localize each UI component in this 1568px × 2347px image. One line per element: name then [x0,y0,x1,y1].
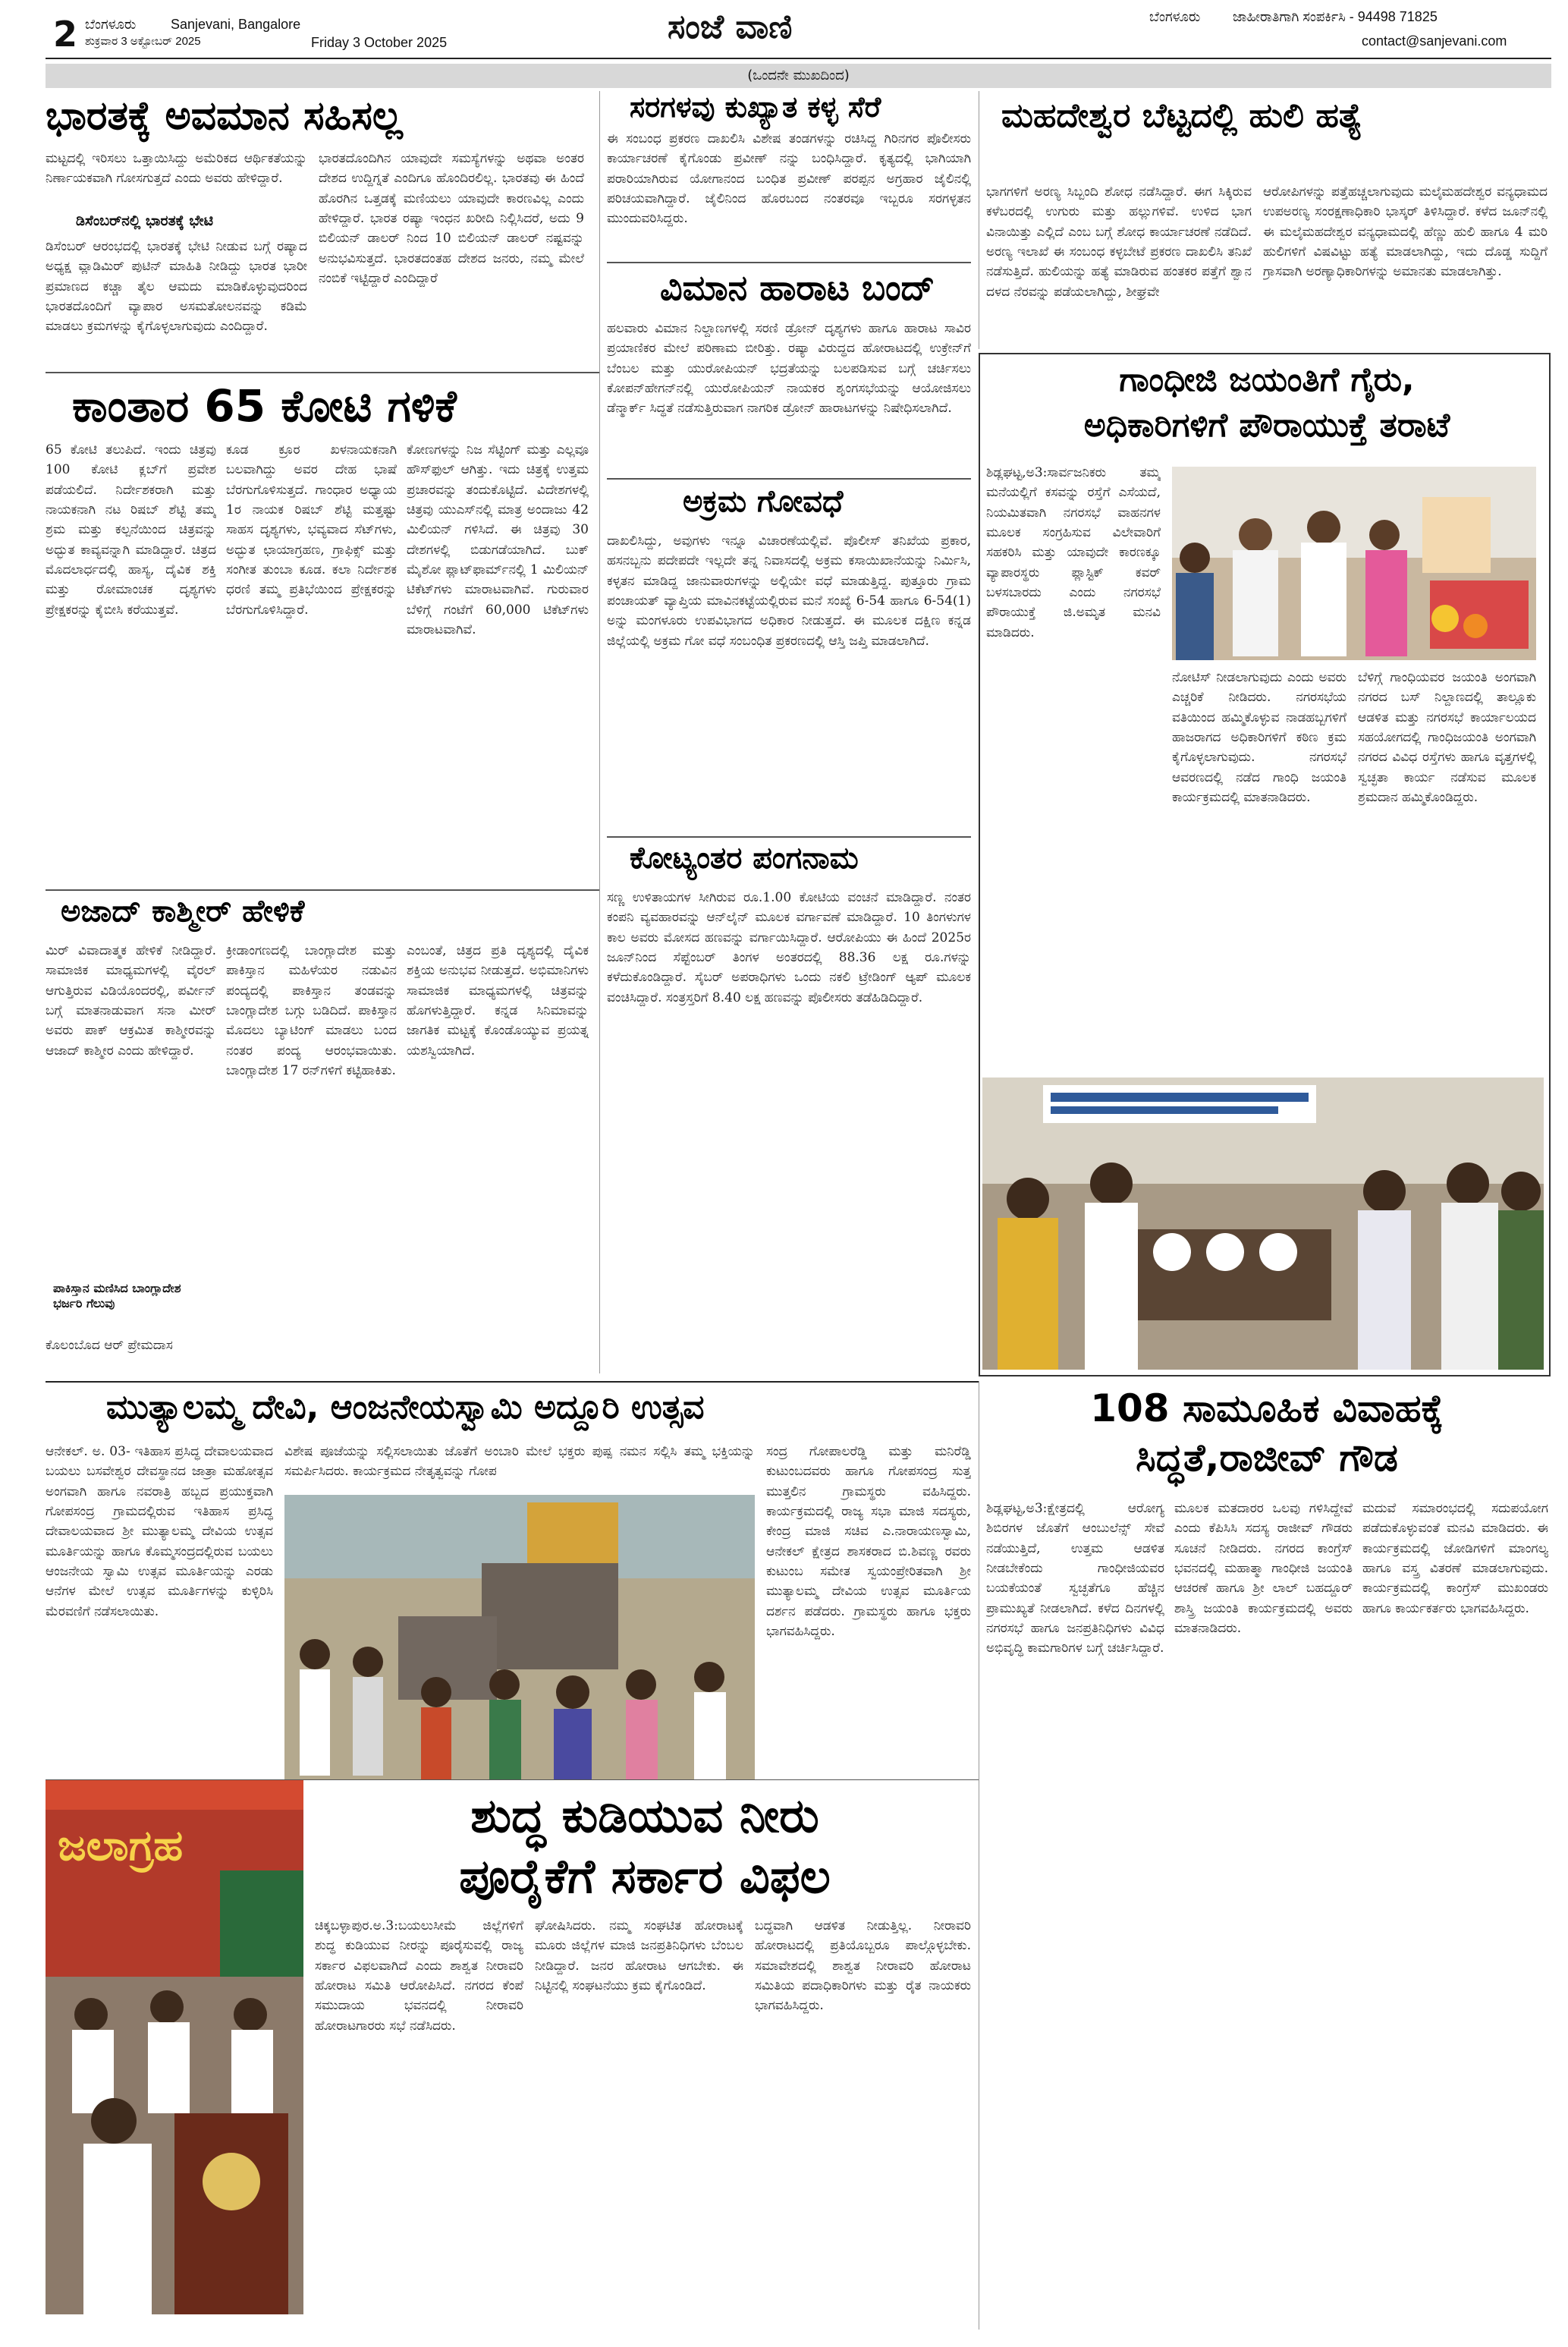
ajad-col2: ಕ್ರೀಡಾಂಗಣದಲ್ಲಿ ಬಾಂಗ್ಲಾದೇಶ ಮತ್ತು ಪಾಕಿಸ್ತಾನ ಮಹಿಳೆಯರ ನಡುವಿನ ಪಂದ್ಯದಲ್ಲಿ ಪಾಕಿಸ್ತಾನ ತಂಡವನ್ನು ಬಾಂಗ್ಲಾದೇಶ ಬಗ್ಗು ಬಡಿದಿದೆ. ಪಾಕಿಸ್ತಾನ ಮೊದಲು ಬ್ಯಾಟಿಂಗ್ ಮಾಡಲು ಬಂದ ನಂತರ ಪಂದ್ಯ ಆರಂಭವಾಯಿತು. ಬಾಂಗ್ಲಾದೇಶ 17 ರನ್‌ಗಳಿಗೆ ಕಟ್ಟಿಹಾಕಿತು. [226,943,397,1079]
headline-shuddha-2: ಪೂರೈಕೆಗೆ ಸರ್ಕಾರ ವಿಫಲ [459,1848,831,1904]
kantara-col2: ಕೂಡ ಕ್ರೂರ ಖಳನಾಯಕನಾಗಿ ಬಲವಾಗಿದ್ದು ಅವರ ದೇಹ ಭಾಷೆ ಬೆರಗುಗೊಳಿಸುತ್ತದೆ. ಗಾಂಧಾರ ಅಧ್ಯಾಯ 1ರ ನಾಯಕ ರಿಷಬ್ ಶೆಟ್ಟಿ ಮತ್ತಷ್ಟು ಸಾಹಸ ದೃಶ್ಯಗಳು, ಭವ್ಯವಾದ ಸೆಟ್‌ಗಳು, ಅದ್ಭುತ ಛಾಯಾಗ್ರಹಣ, ಗ್ರಾಫಿಕ್ಸ್ ಮತ್ತು ಸಂಗೀತ ತುಂಬಾ ಕೂಡ. ಕಲಾ ನಿರ್ದೇಶಕ ಧರಣಿ ತಮ್ಮ ಪ್ರತಿಭೆಯಿಂದ ಪ್ರೇಕ್ಷಕರನ್ನು ಬೆರಗುಗೊಳಿಸಿದ್ದಾರೆ. [226,442,397,618]
headline-vivaha-1: 108 ಸಾಮೂಹಿಕ ವಿವಾಹಕ್ಕೆ [1090,1386,1444,1430]
vivaha-col1: ಶಿಡ್ಲಘಟ್ಟ,ಅ3:ಕ್ಷೇತ್ರದಲ್ಲಿ ಆರೋಗ್ಯ ಶಿಬಿರಗಳ ಜೊತೆಗೆ ಆಂಬುಲೆನ್ಸ್ ಸೇವೆ ನಡೆಯುತ್ತಿದೆ, ಉತ್ತಮ ಆಡಳಿತ ನೀಡಬೇಕೆಂದು ಗಾಂಧೀಜಿಯವರ ಬಯಕೆಯಂತೆ ಸ್ವಚ್ಛತೆಗೂ ಹೆಚ್ಚಿನ ಪ್ರಾಮುಖ್ಯತೆ ನೀಡಲಾಗಿದೆ. ಕಳೆದ ದಿನಗಳಲ್ಲಿ ನಗರಸಭೆ ಹಾಗೂ ಜನಪ್ರತಿನಿಧಿಗಳು ವಿವಿಧ ಅಭಿವೃದ್ಧಿ ಕಾಮಗಾರಿಗಳ ಬಗ್ಗೆ ಚರ್ಚಿಸಿದ್ದಾರೆ. [986,1501,1164,1656]
mutyalamma-col3: ಸಂದ್ರ ಗೋಪಾಲರೆಡ್ಡಿ ಮತ್ತು ಮನಿರೆಡ್ಡಿ ಕುಟುಂಬದವರು ಹಾಗೂ ಗೋಪಸಂದ್ರ ಸುತ್ತ ಮುತ್ತಲಿನ ಗ್ರಾಮಸ್ಥರು ವಹಿಸಿದ್ದರು. ಕಾರ್ಯಕ್ರಮದಲ್ಲಿ ರಾಜ್ಯ ಸಭಾ ಮಾಜಿ ಸದಸ್ಯರು, ಕೇಂದ್ರ ಮಾಜಿ ಸಚಿವ ಎ.ನಾರಾಯಣಸ್ವಾಮಿ, ಆನೇಕಲ್ ಕ್ಷೇತ್ರದ ಶಾಸಕರಾದ ಬಿ.ಶಿವಣ್ಣ ರವರು ಕುಟುಂಬ ಸಮೇತ ಸ್ವಯಂಪ್ರೇರಿತವಾಗಿ ಶ್ರೀ ಮುತ್ಯಾಲಮ್ಮ ದೇವಿಯ ಉತ್ಸವ ಮೂರ್ತಿಯ ದರ್ಶನ ಪಡೆದರು. ಗ್ರಾಮಸ್ಥರು ಹಾಗೂ ಭಕ್ತರು ಭಾಗವಹಿಸಿದ್ದರು. [766,1444,971,1640]
continued-label: (ಒಂದನೇ ಮುಖದಿಂದ) [46,64,1551,88]
gandhiji-event-photo [982,1078,1544,1370]
headline-sarakalavu: ಸರಗಳವು ಕುಖ್ಯಾತ ಕಳ್ಳ ಸೆರೆ [630,90,881,124]
gandhiji-col1: ಶಿಡ್ಲಘಟ್ಟ,ಅ3:ಸಾರ್ವಜನಿಕರು ತಮ್ಮ ಮನೆಯಲ್ಲಿಗೆ ಕಸವನ್ನು ರಸ್ತೆಗೆ ಎಸೆಯದೆ, ನಿಯಮಿತವಾಗಿ ನಗರಸಭೆ ವಾಹನಗಳ ಮೂಲಕ ಸಂಗ್ರಹಿಸುವ ವಿಲೇವಾರಿಗೆ ಸಹಕರಿಸಿ ಮತ್ತು ಯಾವುದೇ ಕಾರಣಕ್ಕೂ ವ್ಯಾಪಾರಸ್ಥರು ಪ್ಲಾಸ್ಟಿಕ್ ಕವರ್ ಬಳಸಬಾರದು ಎಂದು ನಗರಸಭೆ ಪೌರಾಯುಕ್ತೆ ಜಿ.ಅಮೃತ ಮನವಿ ಮಾಡಿದರು. [986,465,1161,640]
bharata-col2: ಭಾರತದೊಂದಿಗಿನ ಯಾವುದೇ ಸಮಸ್ಯೆಗಳನ್ನು ಅಥವಾ ಅಂತರ ದೇಶದ ಉದ್ದಿಗ್ನತೆ ಎಂದಿಗೂ ಹೊಂದಿರಲಿಲ್ಲ. ಭಾರತವು ಈ ಹಿಂದೆ ಹೊರಗಿನ ಒತ್ತಡಕ್ಕೆ ಮಣಿಯಲು ಯಾವುದೇ ಕಾರಣವಿಲ್ಲ ಎಂದು ಹೇಳಿದ್ದಾರೆ. ಭಾರತ ರಷ್ಯಾ ಇಂಧನ ಖರೀದಿ ನಿಲ್ಲಿಸಿದರೆ, ಅದು 9 ಬಿಲಿಯನ್ ಡಾಲರ್ ನಿಂದ 10 ಬಿಲಿಯನ್ ಡಾಲರ್ ನಷ್ಟವನ್ನು ಅನುಭವಿಸುತ್ತದೆ. ಭಾರತದಂತಹ ದೇಶದ ಜನರು, ನಮ್ಮ ಮೇಲೆ ನಂಬಿಕೆ ಇಟ್ಟಿದ್ದಾರೆ ಎಂದಿದ್ದಾರೆ [319,151,584,287]
headline-gandhiji-1: ಗಾಂಧೀಜಿ ಜಯಂತಿಗೆ ಗೈರು, [1119,360,1415,399]
bharata-sub: ಡಿಸೆಂಬರ್‌ನಲ್ಲಿ ಭಾರತಕ್ಕೆ ಭೇಟಿ [76,212,213,229]
header-date-en: Friday 3 October 2025 [311,35,448,50]
vimana-body: ಹಲವಾರು ವಿಮಾನ ನಿಲ್ದಾಣಗಳಲ್ಲಿ ಸರಣಿ ಡ್ರೋನ್ ದೃಶ್ಯಗಳು ಹಾಗೂ ಹಾರಾಟ ಸಾವಿರ ಪ್ರಯಾಣಿಕರ ಮೇಲೆ ಪರಿಣಾಮ ಬೀರಿತ್ತು. ರಷ್ಯಾ ವಿರುದ್ಧದ ಹೋರಾಟದಲ್ಲಿ ಉಕ್ರೇನ್‌ಗೆ ಬೆಂಬಲ ಮತ್ತು ಯುರೋಪಿಯನ್ ಭದ್ರತೆಯನ್ನು ಬಲಪಡಿಸುವ ಬಗ್ಗೆ ಚರ್ಚಿಸಲು ಕೋಪನ್‌ಹೇಗನ್‌ನಲ್ಲಿ ಯುರೋಪಿಯನ್ ನಾಯಕರ ಶೃಂಗಸಭೆಯನ್ನು ಆಯೋಜಿಸಲು ಡೆನ್ಮಾರ್ಕ್ ಸಿದ್ಧತೆ ನಡೆಸುತ್ತಿರುವಾಗ ನಾಗರಿಕ ಡ್ರೋನ್ ಹಾರಾಟಗಳನ್ನು ನಿಷೇಧಿಸಲಾಗಿದೆ. [607,321,971,417]
jalagraha-banner: ಜಲಾಗ್ರಹ [58,1821,184,1870]
mahadeshwara-col2: ಆರೋಪಿಗಳನ್ನು ಪತ್ತೆಹಚ್ಚಲಾಗುವುದು ಮಲೈಮಹದೇಶ್ವರ ವನ್ಯಧಾಮದ ಉಪಅರಣ್ಯ ಸಂರಕ್ಷಣಾಧಿಕಾರಿ ಭಾಸ್ಕರ್ ತಿಳಿಸಿದ್ದಾರೆ. ಕಳೆದ ಜೂನ್‌ನಲ್ಲಿ ಈ ಮಲೈಮಹದೇಶ್ವರ ವನ್ಯಧಾಮದಲ್ಲಿ ಹೆಣ್ಣು ಹುಲಿ ಹಾಗೂ 4 ಮರಿ ಹುಲಿಗಳಿಗೆ ವಿಷವಿಟ್ಟು ಹತ್ಯೆ ಮಾಡಲಾಗಿದ್ದು, ಇದು ದೊಡ್ಡ ಸುದ್ದಿಗೆ ಗ್ರಾಸವಾಗಿ ಅರಣ್ಯಾಧಿಕಾರಿಗಳನ್ನು ಅಮಾನತು ಮಾಡಲಾಗಿತ್ತು. [1263,184,1548,280]
headline-kantara: ಕಾಂತಾರ 65 ಕೋಟಿ ಗಳಿಕೆ [72,380,457,432]
headline-mahadeshwara: ಮಹದೇಶ್ವರ ಬೆಟ್ಟದಲ್ಲಿ ಹುಲಿ ಹತ್ಯೆ [1001,96,1362,135]
akrama-body: ದಾಖಲಿಸಿದ್ದು, ಅವುಗಳು ಇನ್ನೂ ವಿಚಾರಣೆಯಲ್ಲಿವೆ. ಪೊಲೀಸ್ ತನಿಖೆಯ ಪ್ರಕಾರ, ಹಸನಬ್ಬನು ಪದೇಪದೇ ಇಲ್ಲದೇ ತನ್ನ ನಿವಾಸದಲ್ಲಿ ಅಕ್ರಮ ಕಸಾಯಿಖಾನೆಯನ್ನು ನಿರ್ಮಿಸಿ, ಕಳ್ಳತನ ಮಾಡಿದ್ದ ಜಾನುವಾರುಗಳನ್ನು ಅಲ್ಲಿಯೇ ವಧೆ ಮಾಡುತ್ತಿದ್ದ. ಪುತ್ತೂರು ಗ್ರಾಮ ಪಂಚಾಯತ್ ವ್ಯಾಪ್ತಿಯ ಮಾವಿನಕಟ್ಟೆಯಲ್ಲಿರುವ ಮನೆ ಸಂಖ್ಯೆ 6-54 ಹಾಗೂ 6-54(1) ಅನ್ನು ಮಂಗಳೂರು ಉಪವಿಭಾಗದ ಅಧಿಕಾರ ನೀಡುತ್ತದೆ. ಈ ಮೂಲಕ ದಕ್ಷಿಣ ಕನ್ನಡ ಜಿಲ್ಲೆಯಲ್ಲಿ ಅಕ್ರಮ ಗೋ ವಧೆ ಸಂಬಂಧಿತ ಪ್ರಕರಣದಲ್ಲಿ ಆಸ್ತಿ ಜಪ್ತಿ ಮಾಡಲಾಗಿದೆ. [607,533,971,649]
header-city: ಬೆಂಗಳೂರು [85,17,137,32]
jalagraha-photo [46,1779,303,2314]
shuddha-col3: ಬದ್ಧವಾಗಿ ಆಡಳಿತ ನೀಡುತ್ತಿಲ್ಲ. ನೀರಾವರಿ ಹೋರಾಟದಲ್ಲಿ ಪ್ರತಿಯೊಬ್ಬರೂ ಪಾಲ್ಗೊಳ್ಳಬೇಕು. ಸಮಾವೇಶದಲ್ಲಿ ಶಾಶ್ವತ ನೀರಾವರಿ ಹೋರಾಟ ಸಮಿತಿಯ ಪದಾಧಿಕಾರಿಗಳು ಮತ್ತು ರೈತ ನಾಯಕರು ಭಾಗವಹಿಸಿದ್ದರು. [755,1918,971,2014]
headline-kotyantara: ಕೋಟ್ಯಂತರ ಪಂಗನಾಮ [630,841,859,876]
kantara-col3: ಕೋಣಗಳನ್ನು ನಿಜ ಸೆಟ್ಟಿಂಗ್ ಮತ್ತು ಎಲ್ಲವೂ ಹೌಸ್‌ಫುಲ್ ಆಗಿತ್ತು. ಇದು ಚಿತ್ರಕ್ಕೆ ಉತ್ತಮ ಪ್ರಚಾರವನ್ನು ತಂದುಕೊಟ್ಟಿದೆ. ವಿದೇಶಗಳಲ್ಲಿ ಚಿತ್ರವು ಯುಎಸ್‌ನಲ್ಲಿ ಮಾತ್ರ ಅಂದಾಜು 42 ಮಿಲಿಯನ್ ಗಳಿಸಿದೆ. ಈ ಚಿತ್ರವು 30 ದೇಶಗಳಲ್ಲಿ ಬಿಡುಗಡೆಯಾಗಿದೆ. ಬುಕ್ ಮೈಶೋ ಪ್ಲಾಟ್‌ಫಾರ್ಮ್‌ನಲ್ಲಿ 1 ಮಿಲಿಯನ್ ಟಿಕೆಟ್‌ಗಳು ಮಾರಾಟವಾಗಿವೆ. ಗುರುವಾರ ಬೆಳಿಗ್ಗೆ ಗಂಟೆಗೆ 60,000 ಟಿಕೆಟ್‌ಗಳು ಮಾರಾಟವಾಗಿವೆ. [407,442,589,638]
sarakalavu-body: ಈ ಸಂಬಂಧ ಪ್ರಕರಣ ದಾಖಲಿಸಿ ವಿಶೇಷ ತಂಡಗಳನ್ನು ರಚಿಸಿದ್ದ ಗಿರಿನಗರ ಪೊಲೀಸರು ಕಾರ್ಯಾಚರಣೆ ಕೈಗೊಂಡು ಪ್ರವೀಣ್ ನನ್ನು ಬಂಧಿಸಿದ್ದಾರೆ. ಕೃತ್ಯದಲ್ಲಿ ಭಾಗಿಯಾಗಿ ಪರಾರಿಯಾಗಿರುವ ಯೋಗಾನಂದ ಬಂಧಿತ ಪ್ರವೀಣ್ ಪರಪ್ಪನ ಅಗ್ರಹಾರ ಜೈಲಿನಲ್ಲಿ ಪರಿಚಯವಾಗಿದ್ದಾರೆ. ಜೈಲಿನಿಂದ ಹೊರಬಂದ ನಂತರವೂ ಇಬ್ಬರೂ ಸರಗಳ್ಳತನ ಮುಂದುವರಿಸಿದ್ದರು. [607,131,971,227]
headline-ajad: ಅಜಾದ್ ಕಾಶ್ಮೀರ್ ಹೇಳಿಕೆ [61,894,305,929]
mutyalamma-col1: ಆನೇಕಲ್. ಅ. 03- ಇತಿಹಾಸ ಪ್ರಸಿದ್ಧ ದೇವಾಲಯವಾದ ಬಯಲು ಬಸವೇಶ್ವರ ದೇವಸ್ಥಾನದ ಜಾತ್ರಾ ಮಹೋತ್ಸವ ಅಂಗವಾಗಿ ಹಾಗೂ ನವರಾತ್ರಿ ಹಬ್ಬದ ಪ್ರಯುಕ್ತವಾಗಿ ಗೋಪಸಂದ್ರ ಗ್ರಾಮದಲ್ಲಿರುವ ಇತಿಹಾಸ ಪ್ರಸಿದ್ಧ ದೇವಾಲಯವಾದ ಶ್ರೀ ಮುತ್ಯಾಲಮ್ಮ ದೇವಿಯ ಉತ್ಸವ ಮೂರ್ತಿಯನ್ನು ಹಾಗೂ ಕೊಮ್ಮಸಂದ್ರದಲ್ಲಿರುವ ಬಯಲು ಆಂಜನೇಯ ಸ್ವಾಮಿ ಉತ್ಸವ ಮೂರ್ತಿಯನ್ನು ಎರಡು ಆನೆಗಳ ಮೇಲೆ ಉತ್ಸವ ಮೂರ್ತಿಗಳನ್ನು ಕುಳ್ಳಿರಿಸಿ ಮೆರವಣಿಗೆ ನಡೆಸಲಾಯಿತು. [46,1444,273,1619]
kotyantara-body: ಸಣ್ಣ ಉಳಿತಾಯಗಳ ಸೀಗಿರುವ ರೂ.1.00 ಕೋಟಿಯ ವಂಚನೆ ಮಾಡಿದ್ದಾರೆ. ನಂತರ ಕಂಪನಿ ವ್ಯವಹಾರವನ್ನು ಆನ್‌ಲೈನ್ ಮೂಲಕ ವರ್ಗಾವಣೆ ಮಾಡಿದ್ದಾರೆ. 10 ತಿಂಗಳುಗಳ ಕಾಲ ಅವರು ಮೋಸದ ಹಣವನ್ನು ವರ್ಗಾಯಿಸಿದ್ದಾರೆ. ಆರೋಪಿಯು ಈ ಹಿಂದೆ 2025ರ ಜೂನ್‌ನಿಂದ ಸೆಪ್ಟೆಂಬರ್ ತಿಂಗಳ ಅಂತರದಲ್ಲಿ 88.36 ಲಕ್ಷ ರೂ.ಗಳನ್ನು ಕಳೆದುಕೊಂಡಿದ್ದಾರೆ. ಸೈಬರ್ ಅಪರಾಧಿಗಳು ಒಂದು ನಕಲಿ ಟ್ರೇಡಿಂಗ್ ಆ್ಯಪ್ ಮೂಲಕ ವಂಚಿಸಿದ್ದಾರೆ. ಸಂತ್ರಸ್ತರಿಗೆ 8.40 ಲಕ್ಷ ಹಣವನ್ನು ಪೊಲೀಸರು ತಡೆಹಿಡಿದಿದ್ದಾರೆ. [607,890,971,1005]
ajad-col1: ಮಿರ್ ವಿವಾದಾತ್ಮಕ ಹೇಳಿಕೆ ನೀಡಿದ್ದಾರೆ. ಸಾಮಾಜಿಕ ಮಾಧ್ಯಮಗಳಲ್ಲಿ ವೈರಲ್ ಆಗುತ್ತಿರುವ ವಿಡಿಯೊಂದರಲ್ಲಿ, ಪರ್ವೀನ್ ಬಗ್ಗೆ ಮಾತನಾಡುವಾಗ ಸನಾ ಮೀರ್ ಅವರು ಪಾಕ್ ಆಕ್ರಮಿತ ಕಾಶ್ಮೀರವನ್ನು ಆಜಾದ್ ಕಾಶ್ಮೀರ ಎಂದು ಹೇಳಿದ್ದಾರೆ. [46,943,216,1059]
ajad-col1b: ಕೊಲಂಬೊದ ಆರ್ ಪ್ರೇಮದಾಸ [46,1338,173,1353]
bharata-col1b: ಡಿಸೆಂಬರ್ ಆರಂಭದಲ್ಲಿ ಭಾರತಕ್ಕೆ ಭೇಟಿ ನೀಡುವ ಬಗ್ಗೆ ರಷ್ಯಾದ ಅಧ್ಯಕ್ಷ ವ್ಲಾಡಿಮಿರ್ ಪುಟಿನ್ ಮಾಹಿತಿ ನೀಡಿದ್ದು ಭಾರತ ಭಾರೀ ಪ್ರಮಾಣದ ಕಚ್ಚಾ ತೈಲ ಆಮದು ಮಾಡಿಕೊಳ್ಳುವುದರಿಂದ ಭಾರತದೊಂದಿಗೆ ವ್ಯಾಪಾರ ಅಸಮತೋಲನವನ್ನು ಕಡಿಮೆ ಮಾಡಲು ಕ್ರಮಗಳನ್ನು ಕೈಗೊಳ್ಳಲಾಗುವುದು ಎಂದಿದ್ದಾರೆ. [46,239,307,335]
masthead: ಸಂಜೆ ವಾಣಿ [668,8,793,46]
ad-contact: ಜಾಹೀರಾತಿಗಾಗಿ ಸಂಪರ್ಕಿಸಿ - 94498 71825 [1233,9,1438,24]
mutyalamma-col2: ವಿಶೇಷ ಪೂಜೆಯನ್ನು ಸಲ್ಲಿಸಲಾಯಿತು ಜೊತೆಗೆ ಅಂಬಾರಿ ಮೇಲೆ ಭಕ್ತರು ಪುಷ್ಪ ನಮನ ಸಲ್ಲಿಸಿ ತಮ್ಮ ಭಕ್ತಿಯನ್ನು ಸಮರ್ಪಿಸಿದರು. ಕಾರ್ಯಕ್ರಮದ ನೇತೃತ್ವವನ್ನು ಗೋಪ [284,1444,755,1480]
contact-email[interactable]: contact@sanjevani.com [1362,33,1507,49]
header-date-kn: ಶುಕ್ರವಾರ 3 ಅಕ್ಟೋಬರ್ 2025 [85,35,201,48]
headline-gandhiji-2: ಅಧಿಕಾರಿಗಳಿಗೆ ಪೌರಾಯುಕ್ತೆ ತರಾಟೆ [1083,406,1450,445]
header-right-city: ಬೆಂಗಳೂರು [1149,9,1201,24]
header-paper-city: Sanjevani, Bangalore [171,17,301,32]
shuddha-col2: ಘೋಷಿಸಿದರು. ನಮ್ಮ ಸಂಘಟಿತ ಹೋರಾಟಕ್ಕೆ ಮೂರು ಜಿಲ್ಲೆಗಳ ಮಾಜಿ ಜನಪ್ರತಿನಿಧಿಗಳು ಬೆಂಬಲ ನೀಡಿದ್ದಾರೆ. ಜನರ ಹೋರಾಟ ಆಗಬೇಕು. ಈ ನಿಟ್ಟಿನಲ್ಲಿ ಸಂಘಟನೆಯು ಕ್ರಮ ಕೈಗೊಂಡಿದೆ. [535,1918,743,1994]
ajad-col3: ಎಂಬಂತೆ, ಚಿತ್ರದ ಪ್ರತಿ ದೃಶ್ಯದಲ್ಲಿ ದೈವಿಕ ಶಕ್ತಿಯ ಅನುಭವ ನೀಡುತ್ತದೆ. ಅಭಿಮಾನಿಗಳು ಸಾಮಾಜಿಕ ಮಾಧ್ಯಮಗಳಲ್ಲಿ ಚಿತ್ರವನ್ನು ಹೊಗಳುತ್ತಿದ್ದಾರೆ. ಕನ್ನಡ ಸಿನಿಮಾವನ್ನು ಜಾಗತಿಕ ಮಟ್ಟಕ್ಕೆ ಕೊಂಡೊಯ್ಯುವ ಪ್ರಯತ್ನ ಯಶಸ್ವಿಯಾಗಿದೆ. [407,943,589,1059]
headline-bharata: ಭಾರತಕ್ಕೆ ಅವಮಾನ ಸಹಿಸಲ್ಲ [46,93,403,139]
headline-mutyalamma: ಮುತ್ಯಾಲಮ್ಮ ದೇವಿ, ಆಂಜನೇಯಸ್ವಾಮಿ ಅದ್ದೂರಿ ಉತ್ಸವ [106,1388,705,1427]
gandhiji-photo [1172,467,1536,660]
headline-vivaha-2: ಸಿದ್ಧತೆ,ರಾಜೀವ್ ಗೌಡ [1136,1436,1398,1480]
gandhiji-col2: ನೋಟಿಸ್ ನೀಡಲಾಗುವುದು ಎಂದು ಅವರು ಎಚ್ಚರಿಕೆ ನೀಡಿದರು. ನಗರಸಭೆಯ ವತಿಯಿಂದ ಹಮ್ಮಿಕೊಳ್ಳುವ ನಾಡಹಬ್ಬಗಳಿಗೆ ಹಾಜರಾಗದ ಅಧಿಕಾರಿಗಳಿಗೆ ಕಠಿಣ ಕ್ರಮ ಕೈಗೊಳ್ಳಲಾಗುವುದು. ನಗರಸಭೆ ಆವರಣದಲ್ಲಿ ನಡೆದ ಗಾಂಧಿ ಜಯಂತಿ ಕಾರ್ಯಕ್ರಮದಲ್ಲಿ ಮಾತನಾಡಿದರು. [1172,670,1346,806]
page-number: 2 [53,14,78,55]
ajad-sub: ಪಾಕಿಸ್ತಾನ ಮಣಿಸಿದ ಬಾಂಗ್ಲಾದೇಶ ಭರ್ಜರಿ ಗೆಲುವು [53,1281,181,1310]
headline-shuddha-1: ಶುದ್ಧ ಕುಡಿಯುವ ನೀರು [470,1788,819,1843]
mutyalamma-photo [284,1495,755,1779]
headline-akrama: ಅಕ್ರಮ ಗೋವಧೆ [683,484,844,519]
bharata-col1: ಮಟ್ಟದಲ್ಲಿ ಇರಿಸಲು ಒತ್ತಾಯಿಸಿದ್ದು ಅಮೆರಿಕದ ಆರ್ಥಿಕತೆಯನ್ನು ನಿರ್ಣಾಯಕವಾಗಿ ಗೋಸಗುತ್ತದೆ ಎಂದು ಅವರು ಹೇಳಿದ್ದಾರೆ. [46,151,307,187]
vivaha-col3: ಮದುವೆ ಸಮಾರಂಭದಲ್ಲಿ ಸದುಪಯೋಗ ಪಡೆದುಕೊಳ್ಳುವಂತೆ ಮನವಿ ಮಾಡಿದರು. ಈ ಕಾರ್ಯಕ್ರಮದಲ್ಲಿ ಜೋಡಿಗಳಿಗೆ ಮಾಂಗಲ್ಯ ಹಾಗೂ ವಸ್ತ್ರ ವಿತರಣೆ ಮಾಡಲಾಗುವುದು. ಕಾರ್ಯಕ್ರಮದಲ್ಲಿ ಕಾಂಗ್ರೆಸ್ ಮುಖಂಡರು ಹಾಗೂ ಕಾರ್ಯಕರ್ತರು ಭಾಗವಹಿಸಿದ್ದರು. [1362,1501,1548,1616]
shuddha-col1: ಚಿಕ್ಕಬಳ್ಳಾಪುರ.ಅ.3:ಬಯಲುಸೀಮೆ ಜಿಲ್ಲೆಗಳಿಗೆ ಶುದ್ಧ ಕುಡಿಯುವ ನೀರನ್ನು ಪೂರೈಸುವಲ್ಲಿ ರಾಜ್ಯ ಸರ್ಕಾರ ವಿಫಲವಾಗಿದೆ ಎಂದು ಶಾಶ್ವತ ನೀರಾವರಿ ಹೋರಾಟ ಸಮಿತಿ ಆರೋಪಿಸಿದೆ. ನಗರದ ಕೆಂಪೆ ಸಮುದಾಯ ಭವನದಲ್ಲಿ ನೀರಾವರಿ ಹೋರಾಟಗಾರರು ಸಭೆ ನಡೆಸಿದರು. [315,1918,523,2034]
vivaha-col2: ಮೂಲಕ ಮತದಾರರ ಒಲವು ಗಳಿಸಿದ್ದೇವೆ ಎಂದು ಕೆಪಿಸಿಸಿ ಸದಸ್ಯ ರಾಜೀವ್ ಗೌಡರು ಸೂಚನೆ ನೀಡಿದರು. ನಗರದ ಕಾಂಗ್ರೆಸ್ ಭವನದಲ್ಲಿ ಮಹಾತ್ಮಾ ಗಾಂಧೀಜಿ ಜಯಂತಿ ಆಚರಣೆ ಹಾಗೂ ಶ್ರೀ ಲಾಲ್ ಬಹದ್ದೂರ್ ಶಾಸ್ತ್ರಿ ಜಯಂತಿ ಕಾರ್ಯಕ್ರಮದಲ್ಲಿ ಅವರು ಮಾತನಾಡಿದರು. [1174,1501,1353,1637]
gandhiji-col3: ಬೆಳಿಗ್ಗೆ ಗಾಂಧಿಯವರ ಜಯಂತಿ ಅಂಗವಾಗಿ ನಗರದ ಬಸ್ ನಿಲ್ದಾಣದಲ್ಲಿ ತಾಲ್ಲೂಕು ಆಡಳಿತ ಮತ್ತು ನಗರಸಭೆ ಕಾರ್ಯಾಲಯದ ಸಹಯೋಗದಲ್ಲಿ ಗಾಂಧಿಜಯಂತಿ ಅಂಗವಾಗಿ ನಗರದ ವಿವಿಧ ರಸ್ತೆಗಳು ಹಾಗೂ ವೃತ್ತಗಳಲ್ಲಿ ಸ್ವಚ್ಛತಾ ಕಾರ್ಯ ನಡೆಸುವ ಮೂಲಕ ಶ್ರಮದಾನ ಹಮ್ಮಿಕೊಂಡಿದ್ದರು. [1358,670,1536,806]
kantara-col1: 65 ಕೋಟಿ ತಲುಪಿದೆ. ಇಂದು ಚಿತ್ರವು 100 ಕೋಟಿ ಕ್ಲಬ್‌ಗೆ ಪ್ರವೇಶ ಪಡೆಯಲಿದೆ. ನಿರ್ದೇಶಕರಾಗಿ ಮತ್ತು ನಾಯಕನಾಗಿ ನಟ ರಿಷಬ್ ಶೆಟ್ಟಿ ತಮ್ಮ ಶ್ರಮ ಮತ್ತು ಕಲ್ಪನೆಯಿಂದ ಚಿತ್ರವನ್ನು ಅದ್ಭುತ ಕಾವ್ಯವನ್ನಾಗಿ ಮಾಡಿದ್ದಾರೆ. ಚಿತ್ರದ ಮೊದಲಾರ್ಧದಲ್ಲಿ ಹಾಸ್ಯ, ದೈವಿಕ ಶಕ್ತಿ ಮತ್ತು ರೋಮಾಂಚಕ ದೃಶ್ಯಗಳು ಪ್ರೇಕ್ಷಕರನ್ನು ಕೈಬೀಸಿ ಕರೆಯುತ್ತವೆ. [46,442,216,618]
headline-vimana: ವಿಮಾನ ಹಾರಾಟ ಬಂದ್ [660,267,935,308]
mahadeshwara-col1: ಭಾಗಗಳಿಗೆ ಅರಣ್ಯ ಸಿಬ್ಬಂದಿ ಶೋಧ ನಡೆಸಿದ್ದಾರೆ. ಈಗ ಸಿಕ್ಕಿರುವ ಕಳೆಬರದಲ್ಲಿ ಉಗುರು ಮತ್ತು ಹಲ್ಲುಗಳಿವೆ. ಉಳಿದ ಭಾಗ ವಿನಾಯಿತ್ತು ಎಲ್ಲಿದೆ ಎಂಬ ಬಗ್ಗೆ ಶೋಧ ಕಾರ್ಯಾಚರಣೆ ನಡೆದಿದೆ. ಅರಣ್ಯ ಇಲಾಖೆ ಈ ಸಂಬಂಧ ಕಳ್ಳಬೇಟೆ ಪ್ರಕರಣ ದಾಖಲಿಸಿ ತನಿಖೆ ನಡೆಸುತ್ತಿದೆ. ಹುಲಿಯನ್ನು ಹತ್ಯೆ ಮಾಡಿರುವ ಹಂತಕರ ಪತ್ತೆಗೆ ಶ್ವಾನ ದಳದ ನೆರವನ್ನು ಪಡೆಯಲಾಗಿದ್ದು, ಶೀಘ್ರವೇ [986,184,1252,300]
